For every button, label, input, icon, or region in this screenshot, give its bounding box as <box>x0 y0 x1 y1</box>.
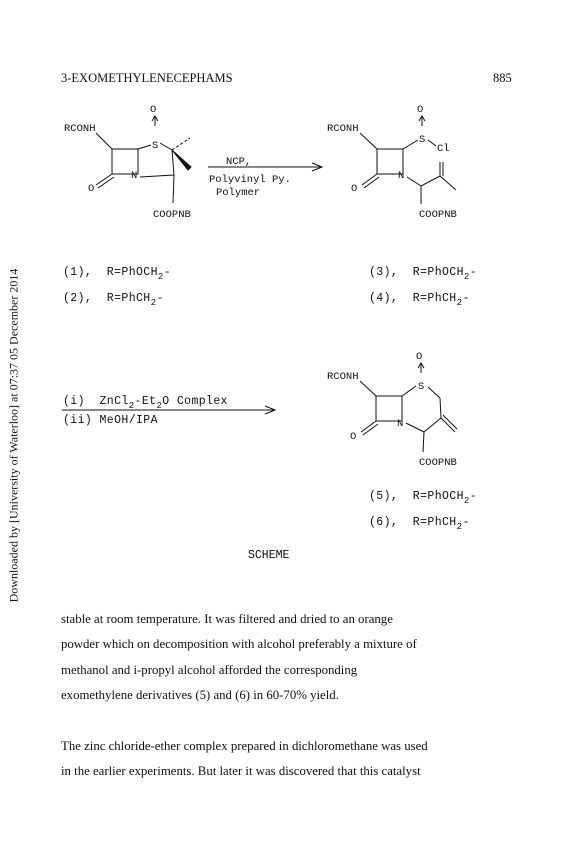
rconh-label-2: RCONH <box>327 123 359 135</box>
rconh-label-1: RCONH <box>64 123 96 135</box>
sulfur-label-1: S <box>152 140 159 152</box>
body-line-3: methanol and i-propyl alcohol afforded the corresponding <box>61 663 358 677</box>
nitrogen-label-3: N <box>397 418 404 430</box>
page-number: 885 <box>493 71 512 85</box>
body-line-4: exomethylene derivatives (5) and (6) in 60-70% yield. <box>61 688 339 702</box>
oxygen-label-2b: O <box>351 183 358 195</box>
reagent-1b: Polyvinyl Py. <box>209 174 291 186</box>
compound-1-label: (1), R=PhOCH$_2$- <box>63 266 172 282</box>
nitrogen-label-2: N <box>398 170 405 182</box>
oxygen-label-2a: O <box>417 104 424 116</box>
chlorine-label: Cl <box>437 143 450 155</box>
compound-4-label: (4), R=PhCH$_2$- <box>369 292 470 308</box>
reagent-2a: (i) $ZnCl_2-Et_2O$ Complex <box>63 395 228 411</box>
rconh-label-3: RCONH <box>327 371 359 383</box>
oxygen-label-1b: O <box>88 183 95 195</box>
compound-5-label: (5), R=PhOCH$_2$- <box>369 490 478 506</box>
body-line-2: powder which on decomposition with alcohol preferably a mixture of <box>61 637 417 651</box>
scheme-caption: SCHEME <box>248 549 290 562</box>
structure-exomethylene-cepham <box>327 351 457 469</box>
coopnb-label-3: COOPNB <box>419 457 457 469</box>
download-notice: Downloaded by [University of Waterloo] at 07:37 05 December 2014 <box>6 268 21 603</box>
sulfur-label-3: S <box>418 381 425 393</box>
compound-6-label: (6), R=PhCH$_2$- <box>369 516 470 532</box>
body-line-6: in the earlier experiments. But later it was discovered that this catalyst <box>61 764 421 778</box>
coopnb-label-1: COOPNB <box>153 209 191 221</box>
coopnb-label-2: COOPNB <box>419 209 457 221</box>
nitrogen-label-1: N <box>131 170 138 182</box>
body-line-1: stable at room temperature. It was filtered and dried to an orange <box>61 612 393 626</box>
oxygen-label-1a: O <box>150 104 157 116</box>
structure-sulfinyl-chloride <box>327 104 457 221</box>
sulfur-label-2: S <box>419 134 426 146</box>
structure-penicillin-sulfoxide <box>64 104 191 221</box>
reagent-2b: (ii) MeOH/IPA <box>63 414 158 427</box>
running-title: 3-EXOMETHYLENECEPHAMS <box>61 71 233 85</box>
reagent-1a: NCP, <box>226 156 252 168</box>
compound-3-label: (3), R=PhOCH$_2$- <box>369 266 478 282</box>
oxygen-label-3a: O <box>416 351 423 363</box>
body-line-5: The zinc chloride-ether complex prepared in dichloromethane was used <box>61 739 428 753</box>
reagent-1c: Polymer <box>216 187 261 199</box>
oxygen-label-3b: O <box>350 431 357 443</box>
compound-2-label: (2), R=PhCH$_2$- <box>63 292 164 308</box>
reaction-arrow-1 <box>208 156 322 199</box>
